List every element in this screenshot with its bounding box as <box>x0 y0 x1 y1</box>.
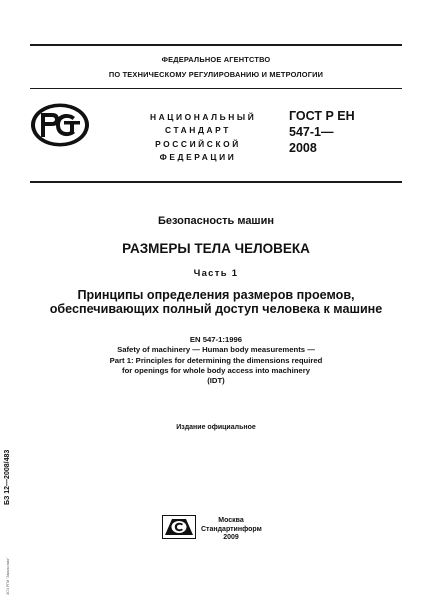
publication-year: 2009 <box>223 534 239 542</box>
side-mark: ЗСЧ РГМ "Амальгама" <box>6 557 10 595</box>
part-label: Часть 1 <box>193 268 239 279</box>
en-title-line-1: Safety of machinery — Human body measurements — <box>117 345 315 355</box>
en-standard-number: EN 547-1:1996 <box>189 335 243 344</box>
publisher-city: Москва <box>218 517 244 524</box>
national-line-1: НАЦИОНАЛЬНЫЙ <box>150 112 257 122</box>
main-title: РАЗМЕРЫ ТЕЛА ЧЕЛОВЕКА <box>122 241 310 256</box>
side-code: БЗ 12—2008/483 <box>4 449 11 505</box>
en-title-line-2: Part 1: Principles for determining the dimensions required <box>109 355 323 365</box>
top-rule <box>30 44 402 46</box>
agency-line-1: ФЕДЕРАЛЬНОЕ АГЕНТСТВО <box>161 55 271 64</box>
national-line-3: РОССИЙСКОЙ <box>155 138 241 149</box>
subtitle-line-1: Принципы определения размеров проемов, <box>77 288 355 302</box>
gost-r-certification-mark-icon <box>30 103 90 152</box>
subtitle-line-2: обеспечивающих полный доступ человека к машине <box>49 302 383 316</box>
national-line-4: ФЕДЕРАЦИИ <box>159 151 237 162</box>
publisher-block <box>201 517 261 543</box>
standard-id-line-3: 2008 <box>289 141 317 155</box>
general-title: Безопасность машин <box>157 215 275 227</box>
standard-id-line-1: ГОСТ Р ЕН <box>289 109 355 123</box>
standard-block-rule <box>30 181 402 183</box>
national-standard-label <box>150 111 257 164</box>
national-line-2: СТАНДАРТ <box>165 125 231 136</box>
subtitle <box>30 288 402 316</box>
standard-designation <box>289 108 355 156</box>
english-title-block <box>30 335 402 386</box>
edition-label: Издание официальное <box>176 424 256 431</box>
agency-line-2: ПО ТЕХНИЧЕСКОМУ РЕГУЛИРОВАНИЮ И МЕТРОЛОГИИ <box>108 70 324 79</box>
standartinform-logo-icon <box>162 515 196 544</box>
header-rule <box>30 88 402 89</box>
en-equivalence: (IDT) <box>207 376 225 386</box>
publisher-name: Стандартинформ <box>201 525 262 533</box>
standard-id-line-2: 547-1— <box>289 125 334 139</box>
en-title-line-3: for openings for whole body access into machinery <box>122 365 310 375</box>
